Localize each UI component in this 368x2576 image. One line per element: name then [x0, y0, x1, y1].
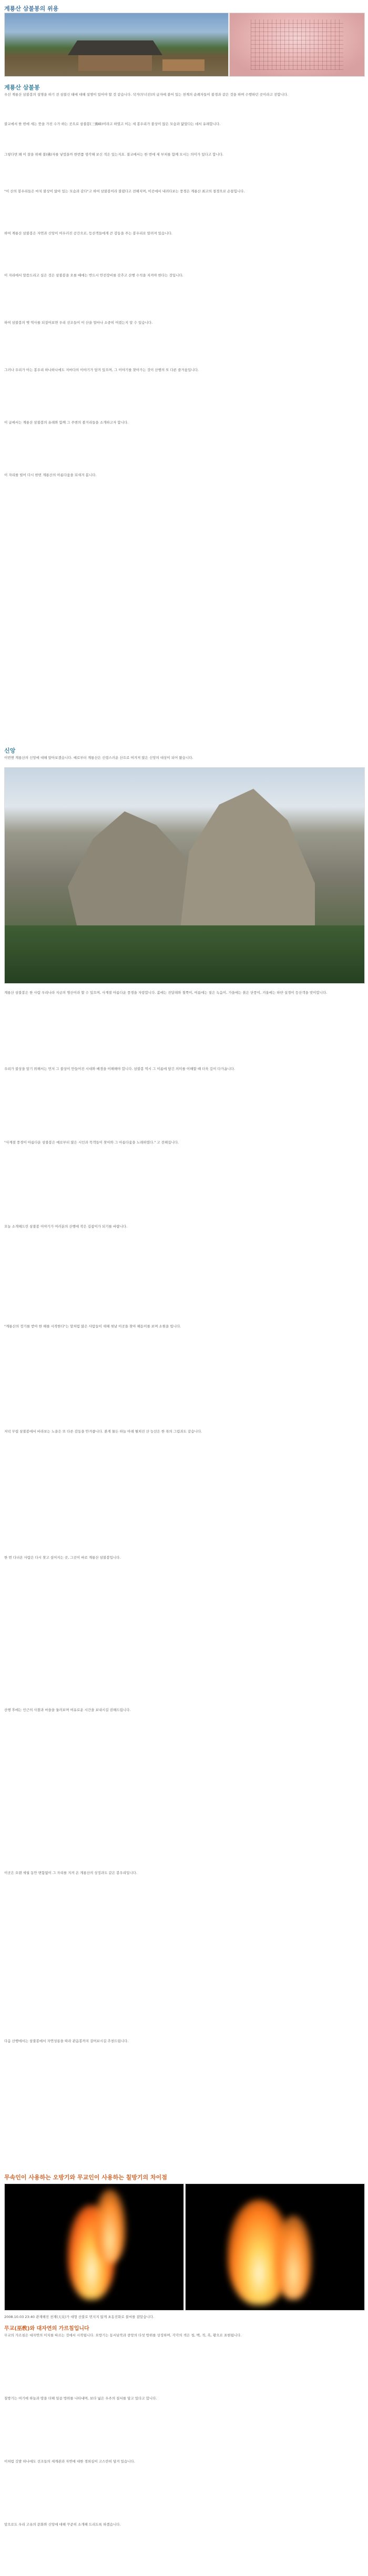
section-heading-flags: 무속인이 사용하는 오방기와 무교인이 사용하는 칠방기의 차이점 [4, 2174, 167, 2181]
paragraph: 그러나 우리가 아는 봉우리 하나하나에도 저마다의 이야기가 담겨 있으며, 그 이야기를 찾아가는 것이 산행의 또 다른 즐거움입니다. [4, 368, 199, 372]
paragraph: 우리가 불상을 알기 위해서는 먼저 그 불상이 만들어진 시대와 배경을 이해해야 합니다. 삼불봉 역시 그 이름에 담긴 의미를 이해할 때 더욱 깊이 다가옵니다. [4, 1067, 235, 1071]
paragraph: 불교에서 한 번에 세는 뜻을 가진 수가 하는 곳으로 삼불봉(三佛峰)이라고 하였고 이는 세 봉우리가 불상이 앉은 모습과 닮았다는 데서 유래합니다. [4, 122, 221, 126]
mountain-photo [4, 767, 365, 984]
paragraph: 오늘 소개해드린 삼불봉 이야기가 여러분의 산행에 작은 길잡이가 되기를 바랍니다. [4, 1224, 128, 1229]
paragraph: 이처럼 깃발 하나에도 선조들의 세계관과 자연에 대한 경외심이 고스란히 담겨 있습니다. [4, 2459, 135, 2464]
paragraph: 앞으로도 우리 고유의 문화와 신앙에 대해 꾸준히 소개해 드리도록 하겠습니다. [4, 2522, 121, 2527]
paragraph: 하여 계룡산 삼불봉은 자연과 신앙이 어우러진 공간으로, 등산객들에게 큰 감동을 주는 봉우리로 알려져 있습니다. [4, 231, 172, 235]
paragraph: 이 글에서는 계룡산 삼불봉의 유래와 함께 그 주변의 볼거리들을 소개하고자 합니다. [4, 420, 129, 425]
paragraph: 하여 삼불봉의 옛 역사를 되짚어보면 우리 선조들이 이 산을 얼마나 소중히 여겼는지 알 수 있습니다. [4, 321, 153, 325]
section-heading-sambulbong: 계룡산 삼불봉 [4, 84, 40, 91]
paragraph: 그렇다면 왜 이 잘을 위해 불(佛)자를 넣었을까 한번쯤 생각해 보신 적은 있는지요. 불교에서는 한 번에 세 부처를 함께 모시는 의미가 있다고 합니다. [4, 152, 223, 157]
section-heading-faith: 신앙 [4, 747, 16, 754]
paragraph: 우선 계룡산 삼불봉의 설명을 하기 전 삼불신 태에 대해 설명이 있어야 할 것 같습니다. 삭거(무너진)의 글자에 붙어 있는 천계의 순례자들이 불경과 같은 것을 하며 수행하던 곳이라고 전합니다. [4, 92, 289, 97]
paragraph: 이 자리에서 말씀드리고 싶은 것은 삼불봉을 오를 때에는 반드시 안전장비를 갖추고 산행 수칙을 지켜야 한다는 것입니다. [4, 273, 183, 277]
paragraph: 무교의 가르침은 대자연의 이치를 따르는 것에서 시작됩니다. 오방기는 동서남북과 중앙의 다섯 방위를 상징하며, 각각의 색은 청, 백, 적, 흑, 황으로 표현됩니다. [4, 2333, 242, 2337]
photo-caption: 2008.10.03 23:40 관재해진 천재(天災)가 대형 산불로 번지지 않게 초동진화로 불씨를 잡았습니다. [4, 2315, 155, 2319]
paragraph: 다음 산행에서는 삼불봉에서 자연성릉을 따라 관음봉까지 걸어보시길 추천드립니다. [4, 2039, 129, 2043]
paragraph: 저녁 무렵 삼불봉에서 바라보는 노을은 또 다른 감동을 안겨줍니다. 붉게 물든 하늘 아래 펼쳐진 산 능선은 한 폭의 그림과도 같습니다. [4, 1429, 202, 1434]
fire-photo-right [185, 2183, 365, 2311]
paragraph: "이 산의 봉우리들은 마치 불상이 앉아 있는 모습과 같다"고 하여 삼불봉이라 불렸다고 전해지며, 이곳에서 내려다보는 풍경은 계룡산 최고의 절경으로 손꼽힙니다. [4, 189, 245, 193]
paragraph: 이 자리를 빌어 다시 한번 계룡산의 아름다움을 되새겨 봅니다. [4, 473, 97, 477]
fire-photo-left [4, 2183, 184, 2311]
paragraph: "계룡산의 정기를 받아 한 해를 시작한다"는 말처럼 많은 사람들이 새해 첫날 이곳을 찾아 해돋이를 보며 소원을 빕니다. [4, 1324, 181, 1328]
sub-heading: 무교(巫敎)와 대자연의 가르침입니다 [4, 2326, 89, 2332]
paragraph: 칠방기는 여기에 하늘과 땅을 더해 일곱 방위를 나타내며, 보다 넓은 우주의 질서를 담고 있다고 합니다. [4, 2396, 157, 2400]
paragraph: 이곳은 오랜 세월 동안 변함없이 그 자리를 지켜 온 계룡산의 상징과도 같은 봉우리입니다. [4, 1871, 137, 1875]
paragraph: 한 번 다녀온 사람은 다시 찾고 싶어지는 곳, 그곳이 바로 계룡산 삼불봉입니다. [4, 1555, 121, 1560]
page-title: 계룡산 삼불봉의 위용 [4, 5, 59, 12]
paragraph: 이번엔 계룡산의 신앙에 대해 알아보겠습니다. 예로부터 계룡산은 신령스러운 산으로 여겨져 많은 신앙의 대상이 되어 왔습니다. [4, 756, 193, 760]
paragraph: "사계절 풍경이 아름다운 삼불봉은 예로부터 많은 시인과 묵객들이 찾아와 그 아름다움을 노래하였다." 고 전해집니다. [4, 1140, 179, 1145]
relief-carving-photo [229, 13, 365, 77]
temple-photo [4, 13, 229, 77]
paragraph: 계룡산 삼불봉은 한 사람 우리나라 지금의 명산이라 할 수 있으며, 사계절 아름다운 풍경을 자랑합니다. 봄에는 진달래와 철쭉이, 여름에는 짙은 녹음이, 가을에는 붉은 단풍이, 겨울에는 하얀 설경이 등산객을 맞이합니다. [4, 991, 328, 995]
paragraph: 산행 후에는 인근의 사찰과 마을을 둘러보며 여유로운 시간을 보내시길 권해드립니다. [4, 1708, 131, 1712]
